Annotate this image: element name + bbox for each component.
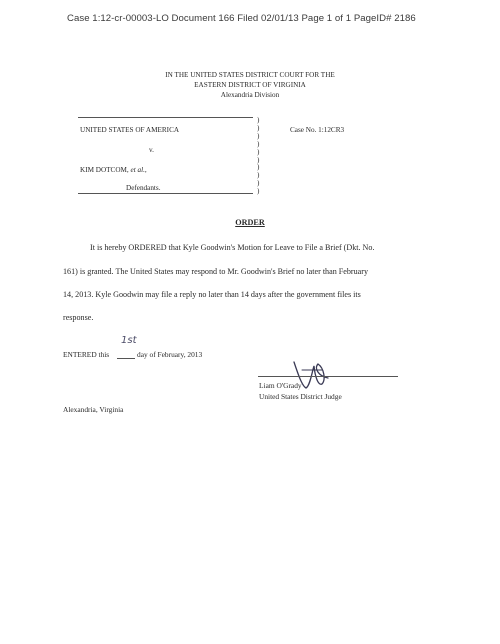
- order-title: ORDER: [235, 218, 265, 227]
- caption-defendant-text: KIM DOTCOM, et al.,: [80, 166, 147, 174]
- entered-prefix: ENTERED this: [63, 350, 110, 359]
- caption-defendants-label: Defendants.: [126, 184, 161, 192]
- entered-suffix: day of February, 2013: [137, 350, 203, 359]
- order-body-line-4: response.: [63, 313, 94, 322]
- filing-stamp: Case 1:12-cr-00003-LO Document 166 Filed 02/01/13 Page 1 of 1 PageID# 2186: [67, 13, 416, 24]
- entered-day-blank: [117, 358, 135, 359]
- caption-versus: v.: [149, 146, 154, 154]
- judge-title: United States District Judge: [259, 392, 342, 401]
- caption-bottom-rule: [78, 193, 253, 194]
- case-number: Case No. 1:12CR3: [290, 126, 345, 134]
- order-body-line-1: It is hereby ORDERED that Kyle Goodwin's Motion for Leave to File a Brief (Dkt. No.: [90, 243, 375, 252]
- signature-line: [258, 376, 398, 377]
- order-body-line-3: 14, 2013. Kyle Goodwin may file a reply no later than 14 days after the government files its: [63, 290, 361, 299]
- caption-plaintiff: UNITED STATES OF AMERICA: [80, 126, 180, 134]
- court-name-line-1: IN THE UNITED STATES DISTRICT COURT FOR THE: [165, 71, 335, 79]
- entered-day-handwritten: 1st: [121, 335, 137, 346]
- judge-name: Liam O'Grady: [259, 381, 302, 390]
- signing-location: Alexandria, Virginia: [63, 405, 124, 414]
- caption-paren-column: ) ) ) ) ) ) ) ) ) ): [257, 116, 260, 196]
- court-division: Alexandria Division: [220, 91, 280, 99]
- caption-top-rule: [78, 117, 253, 118]
- court-name-line-2: EASTERN DISTRICT OF VIRGINIA: [194, 81, 306, 89]
- order-body-line-2: 161) is granted. The United States may respond to Mr. Goodwin's Brief no later than February: [63, 267, 368, 276]
- caption-defendant: [80, 166, 147, 174]
